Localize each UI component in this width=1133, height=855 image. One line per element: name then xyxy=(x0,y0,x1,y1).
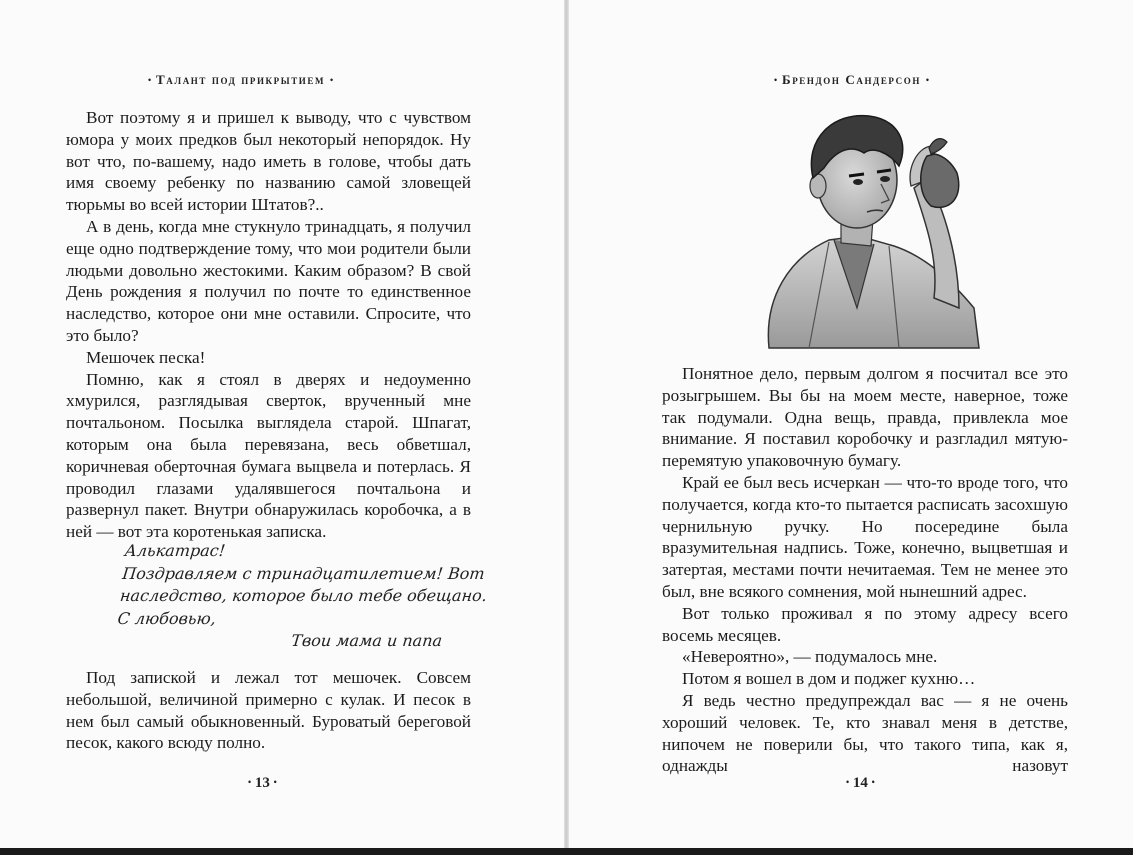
boy-holding-sand-bag-illustration xyxy=(749,108,985,354)
ornament-dot: • xyxy=(846,777,850,787)
paragraph: Понятное дело, первым долгом я посчитал все это розыгрышем. Вы бы на моем месте, наверное, тоже так подумали. Одна вещь, правда, привлекла мое внимание. Я поставил коробочку и разгладил мятую-перемятую упаковочную бумагу. xyxy=(662,364,1068,471)
paragraph: Край ее был весь исчеркан — что-то вроде того, что получается, когда кто-то пытается расписать засохшую чернильную ручку. Но посередине была вразумительная надпись. Тоже, конечно, выцветшая и затертая, местами почти нечитаемая. Тем не менее это был, вне всякого сомнения, мой нынешний адрес. xyxy=(662,472,1068,601)
running-header-left xyxy=(148,72,333,88)
note-line: Алькатрас! xyxy=(123,541,227,560)
left-page xyxy=(0,0,564,848)
ornament-dot: • xyxy=(774,75,778,85)
running-header-right xyxy=(774,72,929,88)
ornament-dot: • xyxy=(248,777,252,787)
paragraph: «Невероятно», — подумалось мне. xyxy=(682,647,938,667)
body-text-bottom xyxy=(66,667,471,754)
paragraph: А в день, когда мне стукнуло тринадцать, я получил еще одно подтверждение тому, что мои родители были людьми довольно жестокими. Каким образом? В свой День рождения я получил по почте то единственное наследство, которое они мне оставили. Спросите, что это было? xyxy=(66,216,471,345)
ornament-dot: • xyxy=(273,777,277,787)
body-text-right xyxy=(662,363,1068,777)
page-number: 13 xyxy=(254,775,270,791)
paragraph: Вот поэтому я и пришел к выводу, что с чувством юмора у моих предков был некоторый непорядок. Ну вот что, по-вашему, надо иметь в голове, чтобы дать имя своему ребенку по названию самой зловещей тюрьмы во всей истории Штатов?.. xyxy=(66,108,471,215)
handwritten-note xyxy=(114,540,488,653)
body-text-top xyxy=(66,107,471,543)
paragraph: Помню, как я стоял в дверях и недоуменно хмурился, разглядывая сверток, врученный мне почтальоном. Посылка выглядела старой. Шпагат, которым она была перевязана, весь обветшал, коричневая оберточная бумага выцвела и потерлась. Я проводил глазами удалявшегося почтальона и развернул пакет. Внутри обнаружилась коробочка, а в ней — вот эта коротенькая записка. xyxy=(66,369,471,542)
page-number: 14 xyxy=(852,775,868,791)
right-page xyxy=(569,0,1133,848)
note-line: С любовью, xyxy=(116,608,217,628)
note-line: наследство, которое было тебе обещано. xyxy=(119,586,488,605)
note-signature: Твои мама и папа xyxy=(290,631,444,650)
page-number-left xyxy=(248,775,277,792)
paragraph: Вот только проживал я по этому адресу всего восемь месяцев. xyxy=(662,603,1068,645)
paragraph: Потом я вошел в дом и поджег кухню… xyxy=(682,669,976,689)
header-title: Талант под прикрытием xyxy=(156,72,326,87)
ornament-dot: • xyxy=(925,75,929,85)
paragraph: Под запиской и лежал тот мешочек. Совсем небольшой, величиной примерно с кулак. И песок в нем был самый обыкновенный. Буроватый береговой песок, какого всюду полно. xyxy=(66,668,471,753)
note-line: Поздравляем с тринадцатилетием! Вот xyxy=(121,563,486,583)
page-number-right xyxy=(846,775,875,792)
ornament-dot: • xyxy=(329,75,334,85)
ornament-dot: • xyxy=(871,777,875,787)
paragraph: Мешочек песка! xyxy=(86,347,206,367)
header-author: Брендон Сандерсон xyxy=(782,72,921,87)
ornament-dot: • xyxy=(148,75,152,85)
paragraph: Я ведь честно предупреждал вас — я не очень хороший человек. Те, кто знавал меня в детстве, нипочем не поверили бы, что такого типа, как я, однажды назовут xyxy=(662,690,1068,776)
bottom-edge xyxy=(0,848,1133,855)
